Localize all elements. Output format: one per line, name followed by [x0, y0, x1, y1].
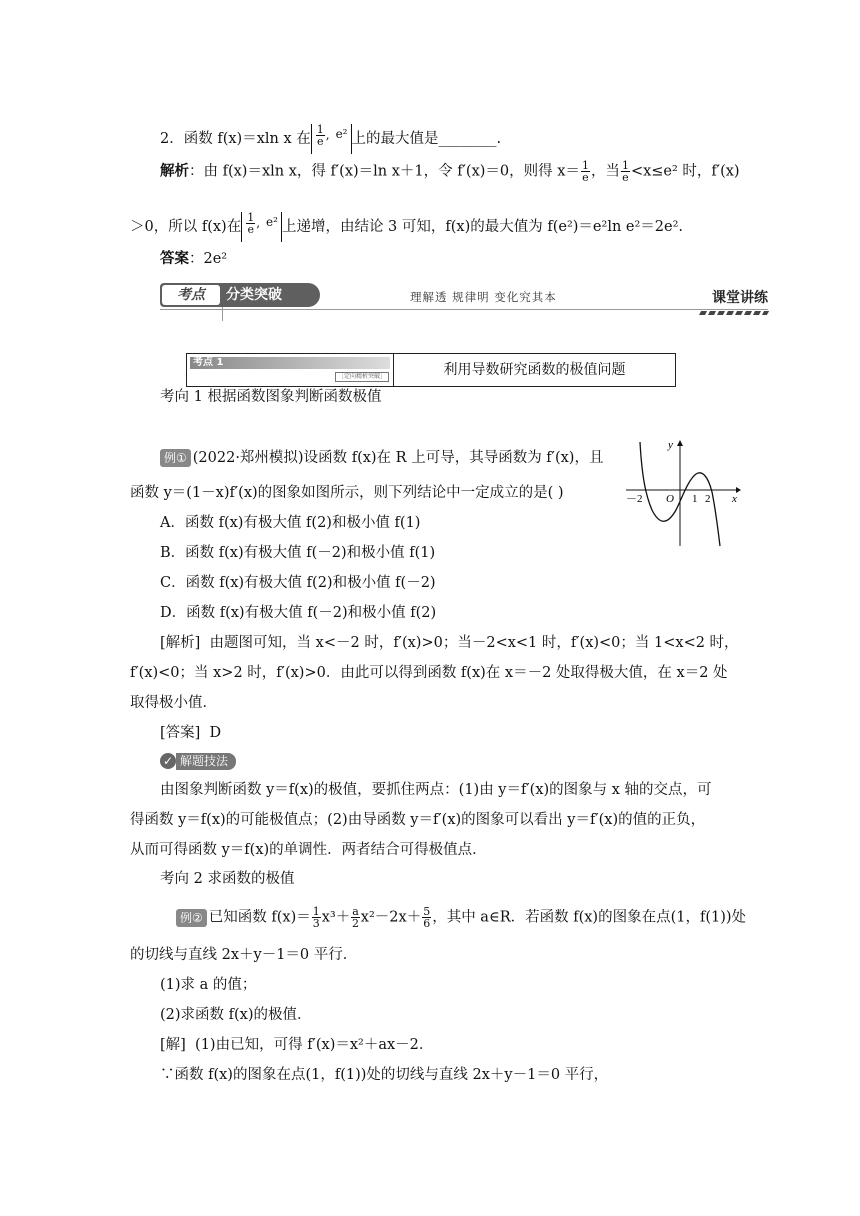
section-banner [160, 283, 768, 311]
fraction-1-3: $\frac{1}{3}$ [312, 905, 320, 930]
topic-box-label: 考点 1 [193, 357, 224, 368]
banner-tag-label: 考点 [162, 285, 220, 305]
interval-left-bracket-2: $\frac{1}{e}$ , [241, 212, 263, 242]
fraction-1-over-e-2: $\frac{1}{e}$ [621, 159, 629, 184]
example-1-tag: 例① [160, 449, 191, 467]
tick-label-1: 1 [692, 493, 698, 505]
fraction-1-over-e: $\frac{1}{e}$ [581, 159, 589, 184]
topic-box-subtag: ［定向精析突破］ [335, 372, 389, 382]
ex1-solution-line1: [解析] 由题图可知，当 x<－2 时，f′(x)>0；当－2<x<1 时，f′(x)<0；当 1<x<2 时， [160, 635, 739, 651]
option-b: B．函数 f(x)有极大值 f(－2)和极小值 f(1) [160, 545, 436, 561]
ex1-solution-line2: f′(x)<0；当 x>2 时，f′(x)>0．由此可以得到函数 f(x)在 x＝－2 处取得极大值，在 x＝2 处 [130, 665, 728, 681]
direction-2-heading: 考向 2 求函数的极值 [160, 871, 295, 887]
check-icon: ✓ [160, 753, 176, 769]
q2-solution-line2: ＞0，所以 f(x)在 $\frac{1}{e}$ ,e² 上递增，由结论 3 可知，f(x)的最大值为 f(e²)＝e²ln e²＝2e². [130, 212, 683, 242]
ex1-solution-line3: 取得极小值． [130, 695, 217, 711]
fraction-a-2: $\frac{a}{2}$ [352, 905, 360, 930]
technique-tag [160, 752, 252, 772]
option-c: C．函数 f(x)有极大值 f(2)和极小值 f(－2) [160, 575, 436, 591]
ex2-solution-line2: ∵函数 f(x)的图象在点(1，f(1))处的切线与直线 2x＋y－1＝0 平行， [160, 1067, 609, 1083]
banner-section-title: 分类突破 [226, 287, 282, 303]
origin-label: O [666, 493, 674, 505]
technique-line2: 得函数 y＝f(x)的可能极值点；(2)由导函数 y＝f′(x)的图象可以看出 y＝f′(x)的值的正负， [130, 812, 706, 828]
ex2-question2: (2)求函数 f(x)的极值． [160, 1007, 312, 1023]
tick-label-neg2: －2 [626, 493, 643, 505]
ex1-line2: 函数 y＝(1－x)f′(x)的图象如图所示，则下列结论中一定成立的是( ) [130, 485, 564, 501]
topic-box-title: 利用导数研究函数的极值问题 [443, 362, 626, 378]
interval-left-bracket: $\frac{1}{e}$ , [311, 124, 333, 154]
ex2-solution-line1: [解] (1)由已知，可得 f′(x)＝x²＋ax－2． [160, 1037, 434, 1053]
technique-line3: 从而可得函数 y＝f(x)的单调性．两者结合可得极值点． [130, 842, 487, 858]
ex2-line1: 例② 已知函数 f(x)＝ $\frac{1}{3}$ x³＋ $\frac{a}{2}$ x²－2x＋ $\frac{5}{6}$ ，其中 a∈R．若函数 f(x)的图象在点(1，f(1))处 [176, 906, 746, 929]
example-2-tag: 例② [176, 909, 207, 927]
ex1-line1: 例① (2022·郑州模拟)设函数 f(x)在 R 上可导，其导函数为 f′(x)，且 [160, 448, 603, 468]
technique-line1: 由图象判断函数 y＝f(x)的极值，要抓住两点：(1)由 y＝f′(x)的图象与 x 轴的交点，可 [160, 782, 712, 798]
ex1-answer: [答案] D [160, 725, 222, 741]
technique-label: 解题技法 [176, 753, 236, 770]
fraction-5-6: $\frac{5}{6}$ [423, 905, 431, 930]
lower-bound-fraction: $\frac{1}{e}$ [316, 123, 324, 148]
ex2-line2: 的切线与直线 2x＋y－1＝0 平行． [130, 947, 358, 963]
banner-tag [160, 283, 320, 307]
interval-right-bracket-2: e² [263, 212, 282, 242]
banner-right-label: 课堂讲练 [712, 290, 768, 306]
tick-label-2: 2 [705, 493, 711, 505]
banner-dash-decoration [699, 311, 769, 315]
option-a: A．函数 f(x)有极大值 f(2)和极小值 f(1) [160, 515, 421, 531]
y-axis-arrow [677, 440, 683, 446]
q2-line: 2．函数 f(x)＝xln x 在 $\frac{1}{e}$ ,e² 上的最大值是________. [160, 124, 501, 154]
y-axis-label: y [668, 439, 673, 451]
option-d: D．函数 f(x)有极大值 f(－2)和极小值 f(2) [160, 605, 437, 621]
banner-rule [160, 309, 768, 310]
lower-bound-fraction-2: $\frac{1}{e}$ [247, 211, 255, 236]
topic-box [186, 353, 676, 387]
ex2-question1: (1)求 a 的值； [160, 977, 257, 993]
q2-solution-line1: 解析：由 f(x)＝xln x，得 f′(x)＝ln x＋1，令 f′(x)＝0，则得 x＝ $\frac{1}{e}$ ，当 $\frac{1}{e}$ <x≤e² 时，f′(x) [160, 159, 740, 184]
topic-box-label-cell [187, 354, 394, 386]
direction-1-heading: 考向 1 根据函数图象判断函数极值 [160, 389, 382, 405]
interval-right-bracket: e² [333, 124, 352, 154]
x-axis-label: x [732, 493, 737, 505]
q2-answer: 答案：2e² [160, 250, 228, 267]
derivative-graph [624, 438, 742, 550]
banner-slogan: 理解透 规律明 变化究其本 [410, 290, 557, 304]
